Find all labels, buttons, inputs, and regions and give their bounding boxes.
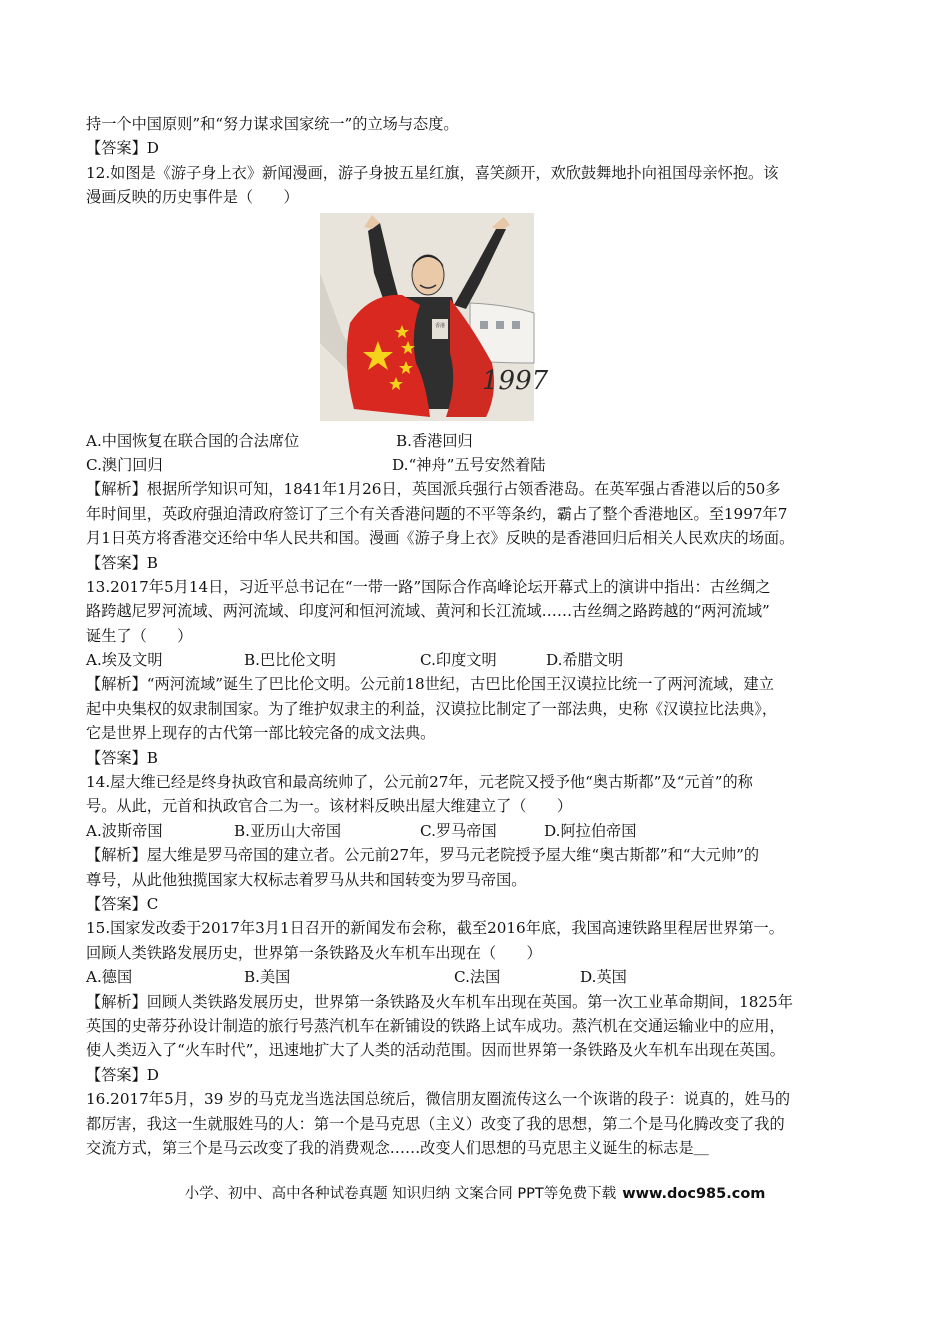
cartoon-illustration (320, 213, 549, 421)
option-d: D.希腊文明 (546, 651, 624, 670)
answer-line: 【答案】D (86, 139, 159, 158)
option-c: C.法国 (454, 968, 501, 987)
explanation-line: 【解析】屋大维是罗马帝国的建立者。公元前27年，罗马元老院授予屋大维“奥古斯都”和“大元帅”的 (86, 846, 760, 865)
answer-line: 【答案】C (86, 894, 159, 913)
question-13-stem: 路跨越尼罗河流域、两河流域、印度河和恒河流域、黄河和长江流域……古丝绸之路跨越的“两河流域” (86, 602, 770, 621)
option-a: A.中国恢复在联合国的合法席位 (86, 431, 300, 450)
option-b: B.美国 (244, 968, 291, 987)
option-b: B.亚历山大帝国 (234, 821, 342, 840)
answer-line: 【答案】B (86, 553, 158, 572)
option-b: B.巴比伦文明 (244, 651, 336, 670)
explanation-line: 使人类迈入了“火车时代”，迅速地扩大了人类的活动范围。因而世界第一条铁路及火车机车出现在英国。 (86, 1041, 785, 1060)
question-16-stem: 都厉害，我这一生就服姓马的人：第一个是马克思（主义）改变了我的思想，第二个是马化腾改变了我的 (86, 1114, 785, 1133)
explanation-line: 英国的史蒂芬孙设计制造的旅行号蒸汽机车在新铺设的铁路上试车成功。蒸汽机在交通运输业中的应用， (86, 1016, 785, 1035)
question-12-options-row2 (86, 453, 870, 477)
explanation-line: 年时间里，英政府强迫清政府签订了三个有关香港问题的不平等条约，霸占了整个香港地区。至1997年7 (86, 504, 788, 523)
answer-line: 【答案】D (86, 1065, 159, 1084)
option-c: C.澳门回归 (86, 455, 163, 474)
explanation-line: 【解析】根据所学知识可知，1841年1月26日，英国派兵强行占领香港岛。在英军强占香港以后的50多 (86, 480, 781, 499)
question-13-stem: 诞生了（ ） (86, 626, 193, 645)
footer-link[interactable]: www.doc985.com (622, 1186, 766, 1202)
option-a: A.德国 (86, 968, 133, 987)
option-d: D.“神舟”五号安然着陆 (392, 455, 546, 474)
question-16-stem: 16.2017年5月，39 岁的马克龙当选法国总统后，微信朋友圈流传这么一个诙谐的段子：说真的，姓马的 (86, 1090, 791, 1109)
option-d: D.阿拉伯帝国 (544, 821, 637, 840)
question-12-stem: 漫画反映的历史事件是（ ） (86, 188, 299, 207)
question-12-stem: 12.如图是《游子身上衣》新闻漫画，游子身披五星红旗，喜笑颜开，欢欣鼓舞地扑向祖国母亲怀抱。该 (86, 163, 779, 182)
page-footer (0, 1182, 950, 1203)
question-14-options (86, 819, 870, 843)
option-c: C.印度文明 (420, 651, 497, 670)
year-label: 1997 (482, 366, 549, 396)
text-line: 持一个中国原则”和“努力谋求国家统一”的立场与态度。 (86, 115, 459, 133)
question-14-stem: 号。从此，元首和执政官合二为一。该材料反映出屋大维建立了（ ） (86, 797, 572, 816)
question-12-options-row1 (86, 429, 870, 453)
explanation-line: 【解析】回顾人类铁路发展历史，世界第一条铁路及火车机车出现在英国。第一次工业革命期间，1825年 (86, 992, 793, 1011)
explanation-line: 它是世界上现存的古代第一部比较完备的成文法典。 (86, 724, 436, 743)
option-d: D.英国 (580, 968, 627, 987)
question-14-stem: 14.屋大维已经是终身执政官和最高统帅了，公元前27年，元老院又授予他“奥古斯都”及“元首”的称 (86, 773, 753, 792)
explanation-line: 尊号，从此他独揽国家大权标志着罗马从共和国转变为罗马帝国。 (86, 870, 527, 889)
answer-line: 【答案】B (86, 748, 158, 767)
option-b: B.香港回归 (396, 431, 473, 450)
option-c: C.罗马帝国 (420, 821, 497, 840)
question-15-stem: 15.国家发改委于2017年3月1日召开的新闻发布会称，截至2016年底，我国高速铁路里程居世界第一。 (86, 919, 784, 938)
question-13-stem: 13.2017年5月14日，习近平总书记在“一带一路”国际合作高峰论坛开幕式上的演讲中指出：古丝绸之 (86, 577, 771, 596)
cartoon-image (320, 213, 549, 421)
question-15-stem: 回顾人类铁路发展历史，世界第一条铁路及火车机车出现在（ ） (86, 943, 542, 962)
question-16-stem: 交流方式，第三个是马云改变了我的消费观念……改变人们思想的马克思主义诞生的标志是＿ (86, 1138, 709, 1157)
question-15-options (86, 965, 870, 989)
explanation-line: 【解析】“两河流域”诞生了巴比伦文明。公元前18世纪，古巴比伦国王汉谟拉比统一了两河流域，建立 (86, 675, 774, 694)
option-a: A.波斯帝国 (86, 821, 163, 840)
footer-text: 小学、初中、高中各种试卷真题 知识归纳 文案合同 PPT等免费下载 (184, 1186, 617, 1202)
explanation-line: 起中央集权的奴隶制国家。为了维护奴隶主的利益，汉谟拉比制定了一部法典，史称《汉谟拉比法典》， (86, 699, 778, 718)
badge-text: 香港 (434, 323, 446, 329)
option-a: A.埃及文明 (86, 651, 163, 670)
explanation-line: 月1日英方将香港交还给中华人民共和国。漫画《游子身上衣》反映的是香港回归后相关人民欢庆的场面。 (86, 529, 795, 548)
question-13-options (86, 648, 870, 672)
